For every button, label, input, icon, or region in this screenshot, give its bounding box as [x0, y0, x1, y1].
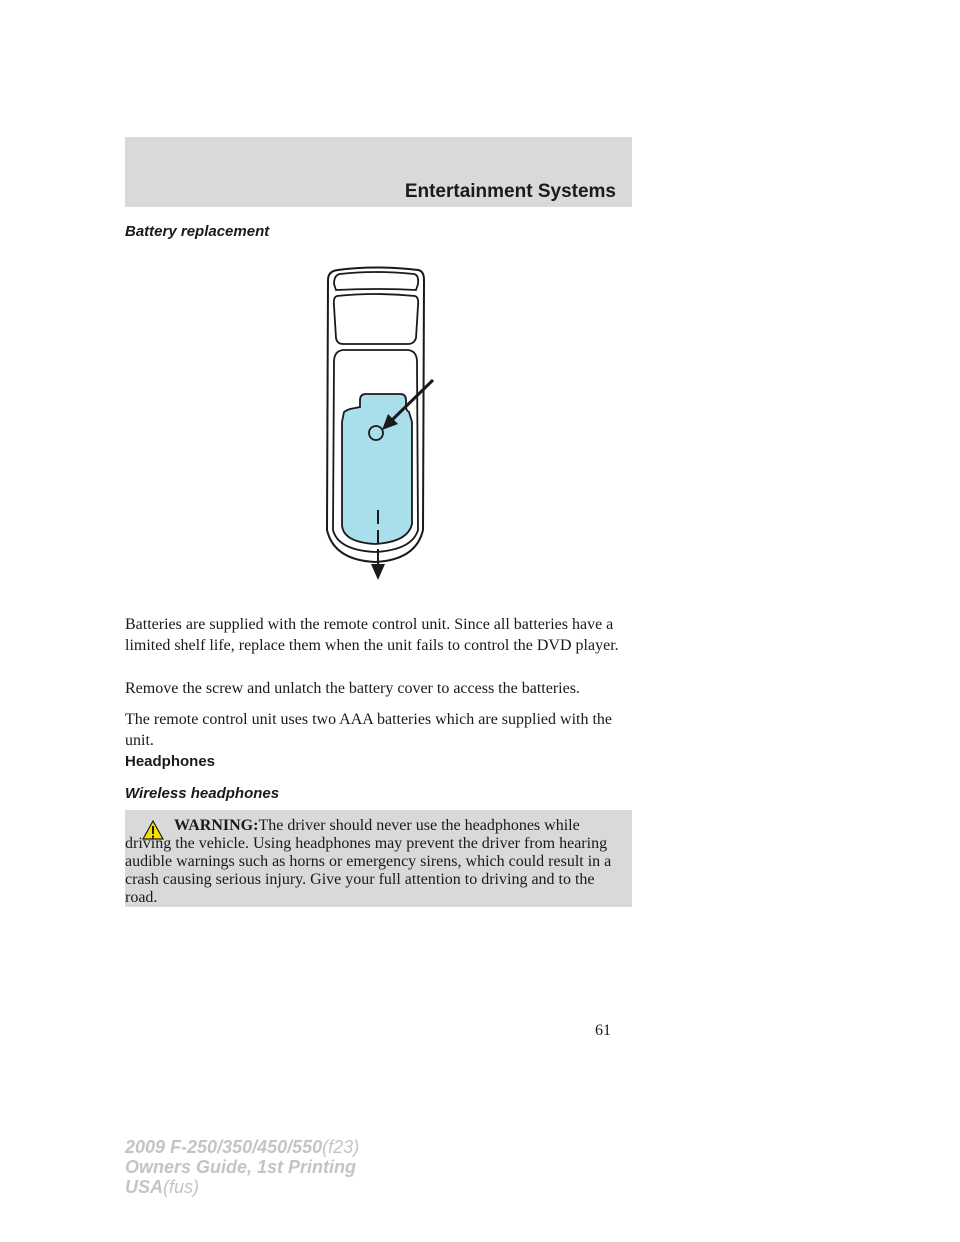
section-title: Entertainment Systems [404, 181, 616, 202]
warning-text [125, 817, 615, 907]
slide-arrowhead [371, 564, 385, 580]
battery-heading: Battery replacement [125, 223, 270, 240]
footer-model: 2009 F-250/350/450/550 [125, 1137, 323, 1157]
footer [125, 1137, 359, 1197]
battery-paragraph-1: Batteries are supplied with the remote control unit. Since all batteries have a limited shelf life, replace them when the unit fails to control the DVD player. [125, 616, 619, 654]
screw-icon [369, 426, 383, 440]
footer-market: USA [125, 1177, 164, 1197]
battery-paragraph-2: Remove the screw and unlatch the battery cover to access the batteries. [125, 680, 580, 697]
remote-upper-segment [334, 294, 418, 344]
headphones-heading: Headphones [125, 753, 216, 770]
header-band [125, 137, 632, 207]
battery-paragraph-3: The remote control unit uses two AAA batteries which are supplied with the unit. [125, 711, 612, 749]
footer-line-3 [125, 1177, 359, 1197]
page-number: 61 [595, 1022, 611, 1039]
warning-lead: WARNING: [174, 817, 259, 834]
footer-market-code: (fus) [163, 1177, 200, 1197]
warning-box [125, 810, 632, 907]
footer-line-1 [125, 1137, 359, 1157]
warning-body: The driver should never use the headphones while driving the vehicle. Using headphones may prevent the driver from hearing audible warnings such as horns or emergency sirens, which could result in a crash causing serious injury. Give your full attention to driving and to the road. [125, 817, 612, 906]
footer-line-2: Owners Guide, 1st Printing [125, 1157, 357, 1177]
remote-top-cap [334, 272, 418, 290]
wireless-headphones-heading: Wireless headphones [125, 785, 280, 802]
remote-battery-illustration [320, 262, 450, 582]
footer-model-code: (f23) [322, 1137, 360, 1157]
